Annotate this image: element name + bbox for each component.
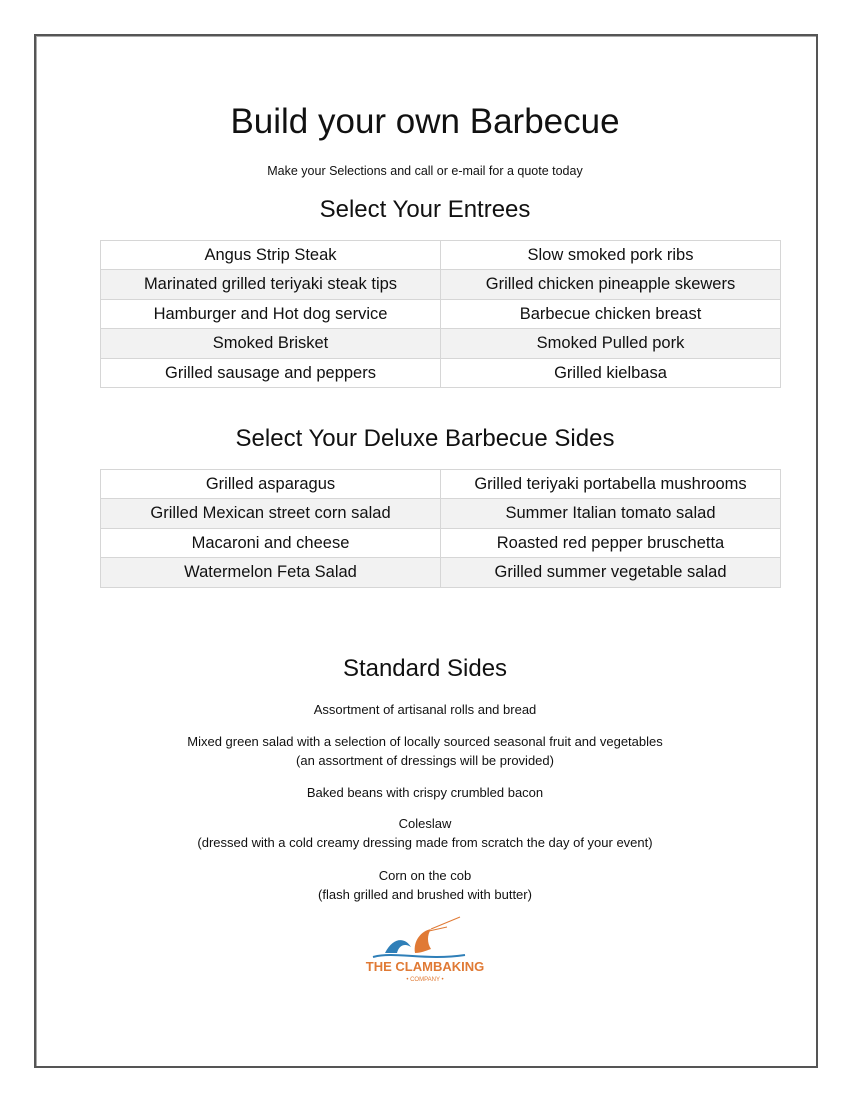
standard-side-name: Corn on the cob (378, 868, 472, 883)
deluxe-sides-table (100, 469, 781, 588)
table-row (101, 529, 781, 558)
table-cell: Angus Strip Steak (101, 241, 441, 270)
table-cell: Barbecue chicken breast (441, 300, 781, 329)
table-row (101, 359, 781, 388)
page-subtitle: Make your Selections and call or e-mail for a quote today (267, 164, 583, 178)
table-cell: Roasted red pepper bruschetta (441, 529, 781, 558)
table-cell: Marinated grilled teriyaki steak tips (101, 270, 441, 300)
table-cell: Smoked Brisket (101, 329, 441, 359)
table-cell: Watermelon Feta Salad (101, 558, 441, 588)
table-cell: Grilled teriyaki portabella mushrooms (441, 470, 781, 499)
standard-side-item (0, 700, 850, 719)
table-cell: Grilled summer vegetable salad (441, 558, 781, 588)
table-row (101, 499, 781, 529)
shrimp-wave-icon (365, 915, 485, 985)
table-row (101, 300, 781, 329)
standard-side-name: Coleslaw (398, 816, 452, 831)
table-cell: Slow smoked pork ribs (441, 241, 781, 270)
entrees-heading: Select Your Entrees (319, 196, 531, 223)
logo-name: THE CLAMBAKING (365, 959, 485, 974)
clambaking-logo (365, 915, 485, 985)
standard-side-note: (flash grilled and brushed with butter) (318, 887, 532, 902)
table-cell: Grilled kielbasa (441, 359, 781, 388)
table-row (101, 329, 781, 359)
standard-side-note: (an assortment of dressings will be provided) (296, 753, 554, 768)
page-title: Build your own Barbecue (230, 102, 620, 141)
standard-side-item (0, 814, 850, 852)
table-cell: Macaroni and cheese (101, 529, 441, 558)
standard-side-name: Mixed green salad with a selection of locally sourced seasonal fruit and vegetables (187, 734, 663, 749)
table-cell: Grilled sausage and peppers (101, 359, 441, 388)
table-row (101, 470, 781, 499)
table-row (101, 558, 781, 588)
table-cell: Grilled asparagus (101, 470, 441, 499)
standard-sides-heading: Standard Sides (342, 655, 508, 682)
table-row (101, 241, 781, 270)
table-cell: Grilled chicken pineapple skewers (441, 270, 781, 300)
standard-side-name: Baked beans with crispy crumbled bacon (306, 785, 544, 800)
standard-side-item (0, 866, 850, 904)
standard-side-item (0, 783, 850, 802)
entrees-table (100, 240, 781, 388)
table-cell: Grilled Mexican street corn salad (101, 499, 441, 529)
table-cell: Smoked Pulled pork (441, 329, 781, 359)
logo-tagline: • COMPANY • (406, 977, 444, 983)
table-row (101, 270, 781, 300)
table-cell: Summer Italian tomato salad (441, 499, 781, 529)
standard-side-note: (dressed with a cold creamy dressing made from scratch the day of your event) (197, 835, 653, 850)
standard-side-item (0, 732, 850, 770)
table-cell: Hamburger and Hot dog service (101, 300, 441, 329)
standard-side-name: Assortment of artisanal rolls and bread (313, 702, 537, 717)
deluxe-sides-heading: Select Your Deluxe Barbecue Sides (235, 425, 615, 452)
